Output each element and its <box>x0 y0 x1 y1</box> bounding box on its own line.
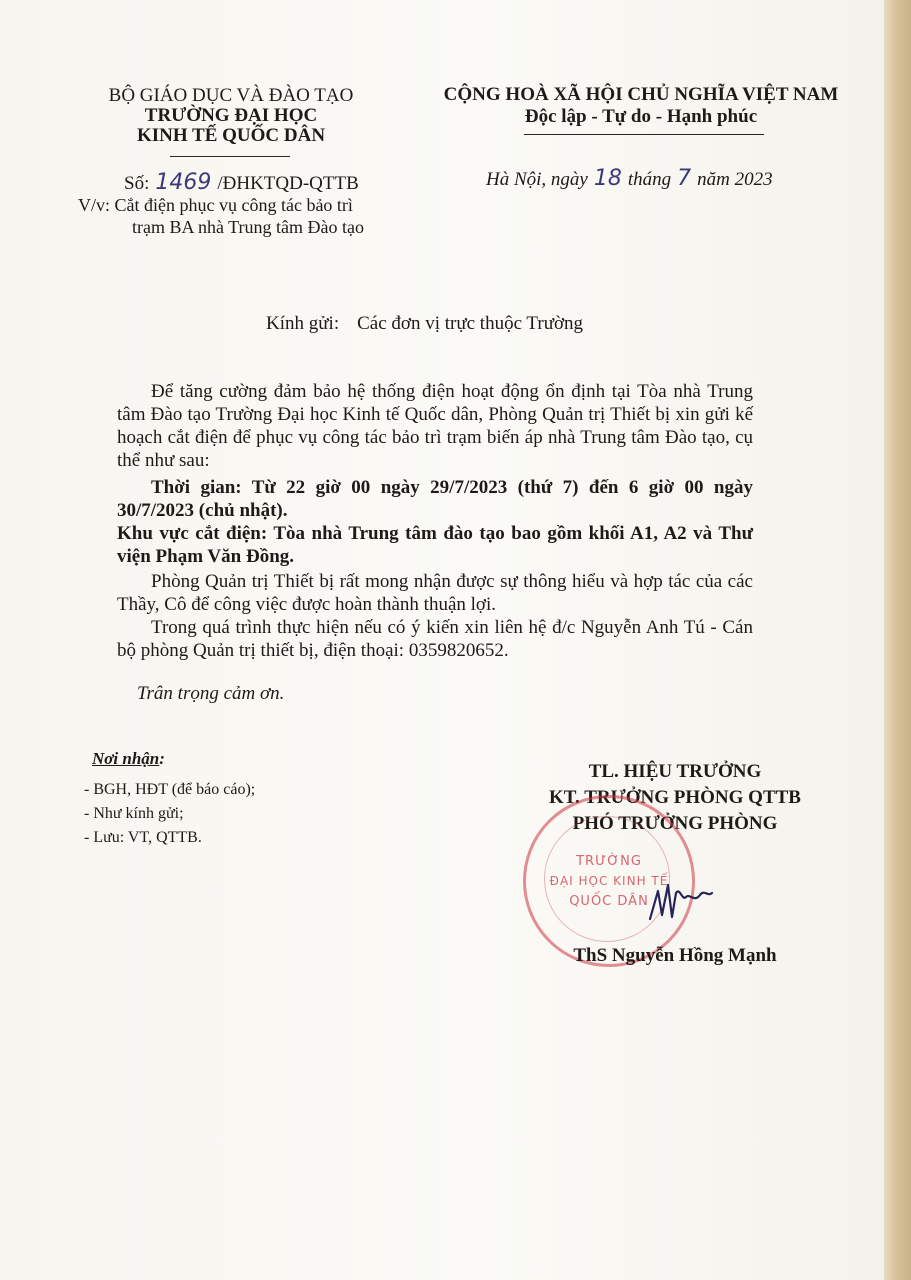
body-paragraph-2: Phòng Quản trị Thiết bị rất mong nhận được sự thông hiểu và hợp tác của các Thầy, Cô để công việc được hoàn thành thuận lợi. <box>117 571 753 615</box>
body-area: Khu vực cắt điện: Tòa nhà Trung tâm đào tạo bao gồm khối A1, A2 và Thư viện Phạm Văn Đồng. <box>117 523 753 567</box>
recipients-title-colon: : <box>159 749 165 768</box>
national-motto: Độc lập - Tự do - Hạnh phúc <box>524 106 758 127</box>
recipients-item: - Lưu: VT, QTTB. <box>84 829 202 846</box>
recipients-title-text: Nơi nhận <box>92 749 160 768</box>
subject-line2: trạm BA nhà Trung tâm Đào tạo <box>132 217 364 237</box>
number-prefix: Số: <box>124 173 150 194</box>
school-name-line1: TRƯỜNG ĐẠI HỌC <box>144 105 318 126</box>
recipient-label: Kính gửi: <box>266 313 340 334</box>
recipients-item: - BGH, HĐT (để báo cáo); <box>84 781 256 798</box>
stamp-text-line2: ĐẠI HỌC KINH TẾ <box>549 874 669 888</box>
recipients-title <box>92 748 165 770</box>
recipient-value: Các đơn vị trực thuộc Trường <box>357 313 584 334</box>
recipient-line <box>266 312 583 336</box>
closing-text: Trân trọng cảm ơn. <box>137 683 285 704</box>
handwritten-signature <box>646 871 716 931</box>
signature-line2: KT. TRƯỞNG PHÒNG QTTB <box>549 787 801 808</box>
signer-name: ThS Nguyễn Hồng Mạnh <box>573 945 777 966</box>
page-edge-background <box>884 0 911 1280</box>
signature-line1: TL. HIỆU TRƯỞNG <box>588 761 762 782</box>
recipients-item: - Như kính gửi; <box>84 805 184 822</box>
body-time: Thời gian: Từ 22 giờ 00 ngày 29/7/2023 (thứ 7) đến 6 giờ 00 ngày 30/7/2023 (chủ nhật). <box>117 477 753 521</box>
subject-line1: V/v: Cắt điện phục vụ công tác bảo trì <box>78 195 353 215</box>
stamp-text-line3: QUỐC DÂN <box>569 894 649 909</box>
document-number <box>124 171 359 196</box>
right-header-rule <box>524 134 764 135</box>
signature-line3: PHÓ TRƯỞNG PHÒNG <box>572 813 778 834</box>
date-place: Hà Nội, ngày <box>486 169 588 190</box>
date-day-handwritten: 18 <box>593 166 622 191</box>
date-line <box>486 167 773 192</box>
ministry-name: BỘ GIÁO DỤC VÀ ĐÀO TẠO <box>108 85 354 106</box>
body-paragraph-3: Trong quá trình thực hiện nếu có ý kiến xin liên hệ đ/c Nguyễn Anh Tú - Cán bộ phòng Quản trị thiết bị, điện thoại: 0359820652. <box>117 617 753 661</box>
number-suffix: /ĐHKTQD-QTTB <box>217 173 359 194</box>
body-paragraph-1: Để tăng cường đảm bảo hệ thống điện hoạt động ổn định tại Tòa nhà Trung tâm Đào tạo Trường Đại học Kinh tế Quốc dân, Phòng Quản trị Thiết bị xin gửi kế hoạch cắt điện để phục vụ công tác bảo trì trạm biến áp nhà Trung tâm Đào tạo, cụ thể như sau: <box>117 381 753 471</box>
number-handwritten: 1469 <box>155 170 212 195</box>
left-header-rule <box>170 156 290 157</box>
country-name: CỘNG HOÀ XÃ HỘI CHỦ NGHĨA VIỆT NAM <box>443 84 839 105</box>
school-name-line2: KINH TẾ QUỐC DÂN <box>136 125 326 146</box>
date-month-label: tháng <box>627 169 672 190</box>
date-month-handwritten: 7 <box>677 166 692 191</box>
date-year: năm 2023 <box>697 169 773 190</box>
stamp-text-line1: TRƯỜNG <box>576 854 642 869</box>
